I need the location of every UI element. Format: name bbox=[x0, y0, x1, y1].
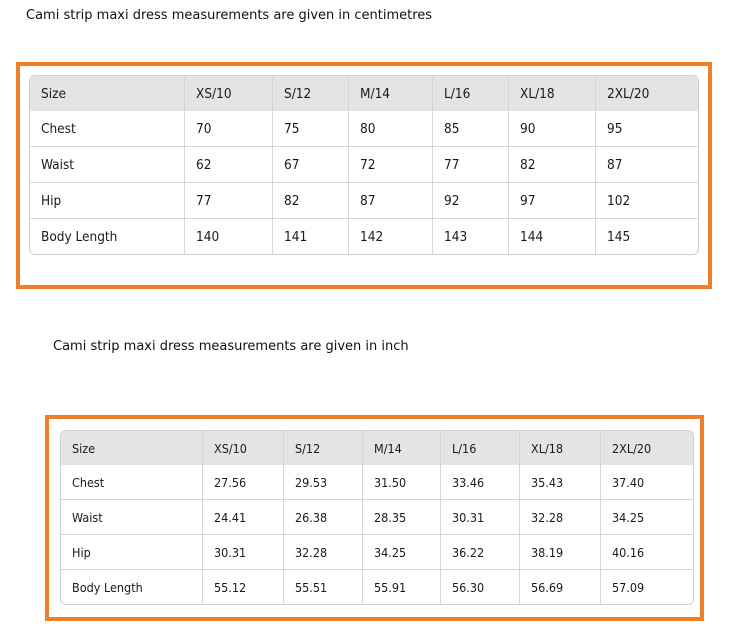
measurement-cell: 145 bbox=[607, 228, 631, 245]
measurement-cell: 87 bbox=[596, 147, 698, 183]
column-header: S/12 bbox=[284, 431, 363, 465]
column-header: 2XL/20 bbox=[596, 76, 698, 111]
measurement-cell: 34.25 bbox=[363, 535, 441, 570]
row-label-cell: Chest bbox=[61, 465, 203, 500]
measurement-cell: 24.41 bbox=[203, 500, 284, 535]
measurement-cell: 34.25 bbox=[601, 500, 693, 535]
table-row bbox=[61, 465, 693, 500]
column-header: Size bbox=[30, 76, 185, 111]
table-header-row bbox=[61, 431, 693, 465]
measurement-cell: 33.46 bbox=[441, 465, 520, 500]
centimetres-size-table bbox=[29, 75, 699, 255]
column-header: L/16 bbox=[441, 431, 520, 465]
measurement-cell: 31.50 bbox=[363, 465, 441, 500]
measurement-cell: 140 bbox=[185, 219, 273, 254]
measurement-cell: 28.35 bbox=[363, 500, 441, 535]
measurement-cell: 56.30 bbox=[441, 570, 520, 604]
row-label-cell: Body Length bbox=[61, 570, 203, 604]
measurement-cell: 95 bbox=[596, 111, 698, 147]
measurement-cell: 85 bbox=[433, 111, 509, 147]
measurement-cell: 40.16 bbox=[601, 535, 693, 570]
measurement-cell: 57.09 bbox=[612, 579, 645, 595]
column-header: L/16 bbox=[433, 76, 509, 111]
centimetres-caption: Cami strip maxi dress measurements are given in centimetres bbox=[26, 8, 433, 23]
table-header-row bbox=[30, 76, 698, 111]
measurement-cell: 56.69 bbox=[520, 570, 601, 604]
row-label-cell: Waist bbox=[61, 500, 203, 535]
table-row bbox=[61, 535, 693, 570]
inch-size-table bbox=[60, 430, 694, 605]
row-label-cell: Waist bbox=[30, 147, 185, 183]
measurement-cell: 26.38 bbox=[284, 500, 363, 535]
measurement-cell: 70 bbox=[185, 111, 273, 147]
measurement-cell: 75 bbox=[273, 111, 349, 147]
column-header: S/12 bbox=[273, 76, 349, 111]
table-row bbox=[30, 219, 698, 254]
table-row bbox=[61, 570, 693, 604]
measurement-cell: 29.53 bbox=[284, 465, 363, 500]
measurement-cell: 32.28 bbox=[520, 500, 601, 535]
row-label-cell: Body Length bbox=[30, 219, 185, 254]
measurement-cell: 141 bbox=[273, 219, 349, 254]
measurement-cell: 144 bbox=[509, 219, 596, 254]
table-row bbox=[30, 147, 698, 183]
measurement-cell: 35.43 bbox=[520, 465, 601, 500]
column-header: XL/18 bbox=[520, 431, 601, 465]
measurement-cell: 55.51 bbox=[284, 570, 363, 604]
measurement-cell: 67 bbox=[273, 147, 349, 183]
column-header: XL/18 bbox=[509, 76, 596, 111]
measurement-cell: 142 bbox=[349, 219, 433, 254]
column-header: M/14 bbox=[349, 76, 433, 111]
column-header: Size bbox=[61, 431, 203, 465]
measurement-cell: 38.19 bbox=[520, 535, 601, 570]
table-row bbox=[30, 111, 698, 147]
measurement-cell: 92 bbox=[433, 183, 509, 219]
measurement-cell: 30.31 bbox=[441, 500, 520, 535]
measurement-cell: 80 bbox=[349, 111, 433, 147]
column-header: XS/10 bbox=[185, 76, 273, 111]
measurement-cell: 77 bbox=[433, 147, 509, 183]
measurement-cell: 87 bbox=[349, 183, 433, 219]
measurement-cell: 62 bbox=[185, 147, 273, 183]
measurement-cell: 143 bbox=[433, 219, 509, 254]
measurement-cell: 32.28 bbox=[284, 535, 363, 570]
measurement-cell: 97 bbox=[509, 183, 596, 219]
measurement-cell: 30.31 bbox=[203, 535, 284, 570]
measurement-cell: 77 bbox=[185, 183, 273, 219]
measurement-cell: 82 bbox=[273, 183, 349, 219]
measurement-cell: 37.40 bbox=[601, 465, 693, 500]
table-row bbox=[30, 183, 698, 219]
measurement-cell: 55.91 bbox=[363, 570, 441, 604]
column-header: XS/10 bbox=[203, 431, 284, 465]
row-label-cell: Chest bbox=[30, 111, 185, 147]
measurement-cell: 55.12 bbox=[203, 570, 284, 604]
row-label-cell: Hip bbox=[61, 535, 203, 570]
table-row bbox=[61, 500, 693, 535]
measurement-cell: 36.22 bbox=[441, 535, 520, 570]
row-label-cell: Hip bbox=[30, 183, 185, 219]
measurement-cell: 72 bbox=[349, 147, 433, 183]
measurement-cell: 82 bbox=[509, 147, 596, 183]
column-header: 2XL/20 bbox=[601, 431, 693, 465]
inch-caption: Cami strip maxi dress measurements are given in inch bbox=[53, 339, 409, 354]
measurement-cell: 27.56 bbox=[203, 465, 284, 500]
measurement-cell: 102 bbox=[596, 183, 698, 219]
column-header: M/14 bbox=[363, 431, 441, 465]
measurement-cell: 90 bbox=[509, 111, 596, 147]
